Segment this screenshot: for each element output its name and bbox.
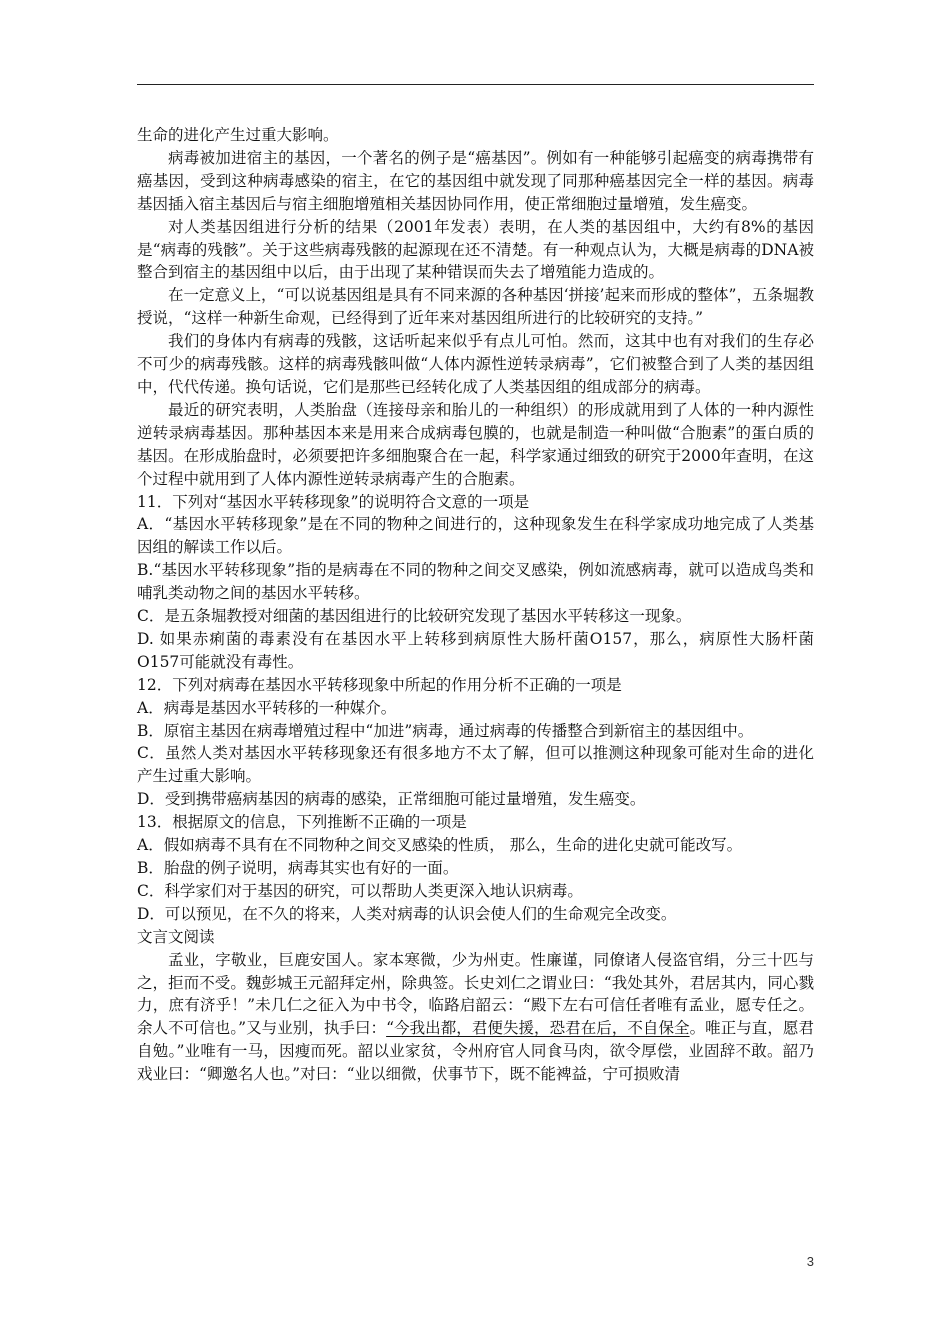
question-11-option-c: C．是五条堀教授对细菌的基因组进行的比较研究发现了基因水平转移这一现象。 xyxy=(137,607,692,626)
question-12-option-b: B．原宿主基因在病毒增殖过程中“加进”病毒，通过病毒的传播整合到新宿主的基因组中。 xyxy=(137,721,754,740)
question-12-option-a: A．病毒是基因水平转移的一种媒介。 xyxy=(137,698,397,717)
question-11-option-d: D. 如果赤痢菌的毒素没有在基因水平上转移到病原性大肠杆菌O157，那么，病原性大肠杆菌O157可能就没有毒性。 xyxy=(137,629,814,671)
question-12-option-d: D．受到携带癌病基因的病毒的感染，正常细胞可能过量增殖，发生癌变。 xyxy=(137,790,646,809)
question-13-option-d: D．可以预见，在不久的将来，人类对病毒的认识会使人们的生命观完全改变。 xyxy=(137,904,677,923)
question-12-option-c: C．虽然人类对基因水平转移现象还有很多地方不太了解，但可以推测这种现象可能对生命的进化产生过重大影响。 xyxy=(137,744,814,786)
page-number: 3 xyxy=(806,1254,814,1269)
passage-paragraph: 在一定意义上，“可以说基因组是具有不同来源的各种基因‘拼接’起来而形成的整体”，五条堀教授说，“这样一种新生命观，已经得到了近年来对基因组所进行的比较研究的支持。” xyxy=(137,286,814,328)
passage-paragraph: 对人类基因组进行分析的结果（2001年发表）表明，在人类的基因组中，大约有8%的基因是“病毒的残骸”。关于这些病毒残骸的起源现在还不清楚。有一种观点认为，大概是病毒的DNA被整合到宿主的基因组中以后，由于出现了某种错误而失去了增殖能力造成的。 xyxy=(137,217,814,282)
classical-text: 。唯正与直，愿君自勉。”业唯有一马，因瘦而死。韶以业家贫，令州府官人同食马肉，欲令厚偿，业固辞不敢。韶乃戏业曰：“卿邀名人也。”对曰：“业以细微，伏事节下，既不能裨益，宁可损败清 xyxy=(137,1019,814,1084)
header-rule xyxy=(137,84,814,85)
question-11-option-a: A．“基因水平转移现象”是在不同的物种之间进行的，这种现象发生在科学家成功地完成了人类基因组的解读工作以后。 xyxy=(137,515,814,557)
question-11-option-b: B.“基因水平转移现象”指的是病毒在不同的物种之间交叉感染，例如流感病毒，就可以造成鸟类和哺乳类动物之间的基因水平转移。 xyxy=(137,561,814,603)
question-12-stem: 12．下列对病毒在基因水平转移现象中所起的作用分析不正确的一项是 xyxy=(137,675,622,694)
question-13-stem: 13．根据原文的信息，下列推断不正确的一项是 xyxy=(137,813,467,832)
classical-text: 孟业，字敬业，巨鹿安国人。家本寒微，少为州吏。性廉谨，同僚诸人侵盗官绢，分三十匹与之，拒而不受。魏彭城王元韶拜定州，除典签。长史刘仁之谓业曰：“我处其外，君居其内，同心戮力，庶有济乎！”未几仁之征入为中书令，临路启韶云：“殿下左右可信任者唯有孟业，愿专任之。余人不可信也。”又与业别，执手曰： xyxy=(137,950,814,1038)
passage-paragraph: 最近的研究表明，人类胎盘（连接母亲和胎儿的一种组织）的形成就用到了人体的一种内源性逆转录病毒基因。那种基因本来是用来合成病毒包膜的，也就是制造一种叫做“合胞素”的蛋白质的基因。在形成胎盘时，必须要把许多细胞聚合在一起，科学家通过细致的研究于2000年查明，在这个过程中就用到了人体内源性逆转录病毒产生的合胞素。 xyxy=(137,400,814,488)
underlined-sentence: “今我出都，君便失援，恐君在后，不自保全 xyxy=(386,1019,690,1038)
section-heading: 文言文阅读 xyxy=(137,927,215,946)
passage-paragraph: 我们的身体内有病毒的残骸，这话听起来似乎有点儿可怕。然而，这其中也有对我们的生存必不可少的病毒残骸。这样的病毒残骸叫做“人体内源性逆转录病毒”，它们被整合到了人类的基因组中，代代传递。换句话说，它们是那些已经转化成了人类基因组的组成部分的病毒。 xyxy=(137,332,814,396)
passage-paragraph: 病毒被加进宿主的基因，一个著名的例子是“癌基因”。例如有一种能够引起癌变的病毒携带有癌基因，受到这种病毒感染的宿主，在它的基因组中就发现了同那种癌基因完全一样的基因。病毒基因插入宿主基因后与宿主细胞增殖相关基因协同作用，使正常细胞过量增殖，发生癌变。 xyxy=(137,148,814,213)
passage-continuation: 生命的进化产生过重大影响。 xyxy=(137,126,339,144)
question-13-option-b: B．胎盘的例子说明，病毒其实也有好的一面。 xyxy=(137,859,459,877)
main-text xyxy=(137,124,814,1086)
question-13-option-c: C．科学家们对于基因的研究，可以帮助人类更深入地认识病毒。 xyxy=(137,881,583,900)
question-13-option-a: A．假如病毒不具有在不同物种之间交叉感染的性质， 那么，生命的进化史就可能改写。 xyxy=(137,836,743,855)
classical-passage xyxy=(137,949,814,1086)
question-11-stem: 11．下列对“基因水平转移现象”的说明符合文意的一项是 xyxy=(137,492,530,511)
